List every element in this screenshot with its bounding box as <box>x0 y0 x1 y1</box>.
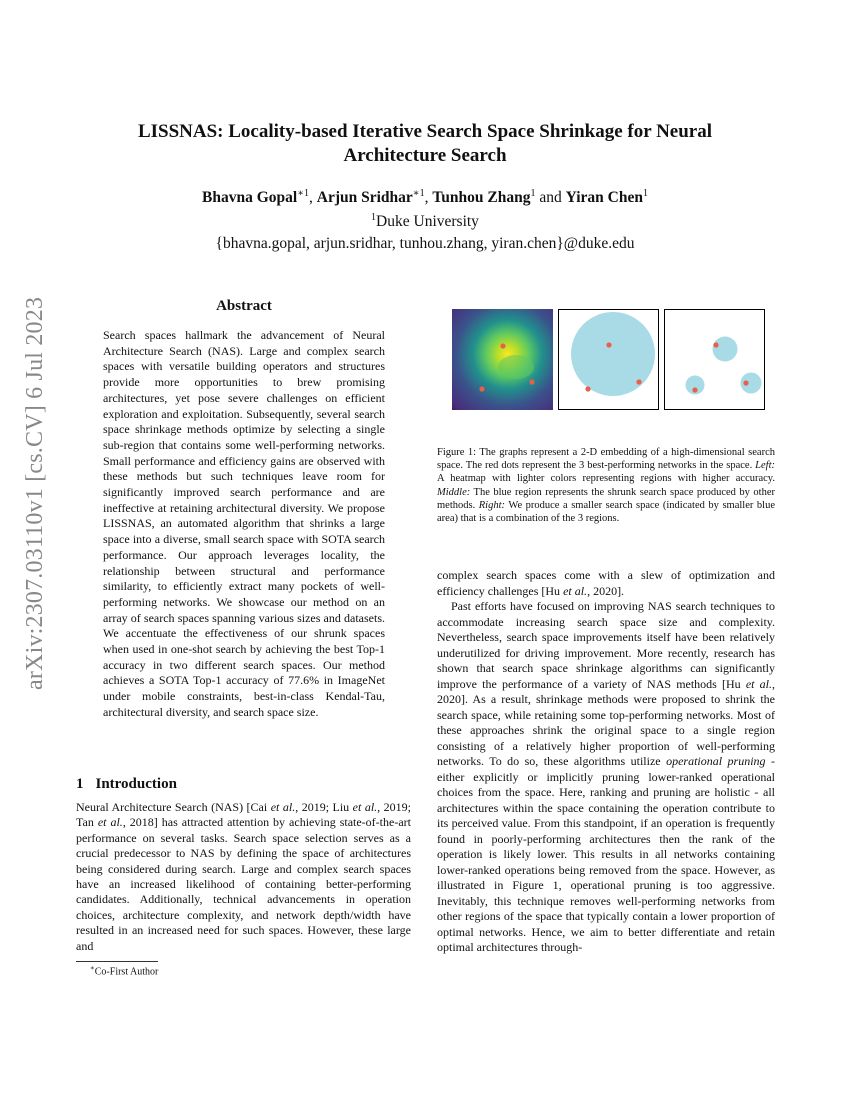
italic-run: et al. <box>352 800 378 814</box>
top-network-dot <box>606 342 611 347</box>
author-mark: 1 <box>530 188 536 199</box>
caption-label: Figure 1: <box>437 447 477 458</box>
text-run: , 2018] has attracted attention by achieving state-of-the-art performance on several tasks. Search space selection serves as a crucial predecessor to NAS by defining the space of architectures being considered during search. Large and complex search spaces have an increased likelihood of containing better-performing candidates. Additionally, technical advancements in operation choices, architecture complexity, and network depth/width have resulted in an increased need for such spaces. However, these large and <box>76 815 411 953</box>
shrunk-region <box>713 337 738 362</box>
heatmap-highlight <box>498 355 534 379</box>
text-run: , 2019; Tan <box>76 800 411 830</box>
italic-run: et al. <box>745 676 772 691</box>
author-name: Tunhou Zhang <box>432 189 531 207</box>
text-run: We produce a smaller search space (indicated by smaller blue area) that is a combination of the 3 regions. <box>437 499 775 525</box>
abstract-heading: Abstract <box>216 298 272 314</box>
paragraph <box>437 599 775 956</box>
author-mark: ∗1 <box>412 188 425 199</box>
text-run: Past efforts have focused on improving NAS search techniques to accommodate increasing search space size and complexity. Nevertheless, search space improvements itself have been relatively underutilized for driving improvement. More recently, research has shown that search space shrinkage algorithms can significantly improve the performance of a variety of NAS methods [Hu <box>437 599 775 691</box>
shrunk-region <box>571 312 655 396</box>
top-network-dot <box>713 342 718 347</box>
section-heading-introduction <box>76 776 189 793</box>
author-mark: ∗1 <box>297 188 310 199</box>
section-title: Introduction <box>95 776 177 792</box>
italic-run: Right: <box>478 499 506 511</box>
author-name: Yiran Chen <box>565 189 643 207</box>
text-run: The blue region represents the shrunk search space produced by other methods. <box>437 486 775 511</box>
author-mark: 1 <box>642 188 648 199</box>
top-network-dot <box>500 343 505 348</box>
footnote-text: Co-First Author <box>94 966 159 978</box>
top-network-dot <box>529 379 534 384</box>
arxiv-identifier: arXiv:2307.03110v1 [cs.CV] 6 Jul 2023 <box>22 296 48 690</box>
italic-run: et al. <box>563 583 588 598</box>
author-name: Arjun Sridhar <box>316 189 413 207</box>
footnote-rule <box>76 961 158 962</box>
right-column-body <box>437 568 775 956</box>
text-run: - either explicitly or implicitly pruning lower-ranked operational choices from the space. Here, ranking and pruning are holistic - all architectures within the space containing the operation contribute to its perceived value. From this standpoint, if an operation is frequently found in poorly-performing architectures then the rank of the operation is likely lower. This results in all networks containing lower-ranked operations being removed from the space. However, as illustrated in Figure 1, operational pruning is too aggressive. Inevitably, this technique removes well-performing networks from other regions of the space that typically contain a lower proportion of optimal networks. Hence, we aim to better differentiate and retain optimal architectures through- <box>437 754 775 954</box>
text-run: complex search spaces come with a slew of optimization and efficiency challenges [Hu <box>437 568 775 598</box>
italic-run: Middle: <box>437 486 471 498</box>
introduction-paragraph <box>76 800 411 954</box>
text-run: Neural Architecture Search (NAS) [Cai <box>76 800 271 814</box>
affiliation-name: Duke University <box>376 213 479 231</box>
abstract-text: Search spaces hallmark the advancement of Neural Architecture Search (NAS). Large and complex search spaces with versatile building operators and structures provide more opportunities to brew promising architectures, yet pose severe challenges on efficient exploration and exploitation. Subsequently, several search space shrinkage methods optimize by selecting a single sub-region that contains some well-performing networks. Small performance and efficiency gains are observed with these methods but such techniques leave room for significantly improved search performance and are ineffective at retaining architectural diversity. We propose LISSNAS, an automated algorithm that shrinks a large space into a diverse, small search space with SOTA search performance. Our approach leverages locality, the relationship between structural and performance similarity, to efficiently extract many pockets of well-performing networks. We showcase our method on an array of search spaces spanning various sizes and datasets. We accentuate the effectiveness of our shrunk spaces when used in one-shot search by achieving the best Top-1 accuracy in two different search spaces. Our method achieves a SOTA Top-1 accuracy of 77.6% in ImageNet under mobile constraints, best-in-class Kendal-Tau, architectural diversity, and search space size. <box>103 328 385 719</box>
affiliation <box>100 212 750 231</box>
author-separator: , <box>424 189 429 207</box>
text-run: , 2020]. As a result, shrinkage methods were proposed to shrink the search space, while retaining some top-performing networks. Most of these approaches shrink the original space to a single region consisting of a relatively higher proportion of well-performing networks. To do so, these algorithms utilize <box>437 676 775 768</box>
italic-run: operational pruning <box>666 754 766 768</box>
italic-run: et al. <box>97 815 123 830</box>
paragraph <box>437 568 775 599</box>
figure-multi-region-panel <box>664 309 765 410</box>
section-number: 1 <box>76 776 84 792</box>
paper-title: LISSNAS: Locality-based Iterative Search Space Shrinkage for Neural Architecture Search <box>137 121 713 166</box>
author-separator: , <box>309 189 313 207</box>
author-list <box>100 188 750 207</box>
footnote <box>90 964 158 977</box>
top-network-dot <box>585 386 590 391</box>
top-network-dot <box>479 386 484 391</box>
text-run: , 2020]. <box>587 583 625 598</box>
figure-single-region-panel <box>558 309 659 410</box>
text-run: The graphs represent a 2-D embedding of a high-dimensional search space. The red dots represent the 3 best-performing networks in the space. <box>437 447 775 472</box>
footnote-mark: ∗ <box>90 964 95 972</box>
author-name: Bhavna Gopal <box>202 189 298 207</box>
author-conjunction: and <box>539 189 562 207</box>
italic-run: et al. <box>270 800 296 814</box>
affiliation-mark: 1 <box>371 212 377 223</box>
author-emails: {bhavna.gopal, arjun.sridhar, tunhou.zhang, yiran.chen}@duke.edu <box>215 235 635 252</box>
top-network-dot <box>743 380 748 385</box>
figure-caption <box>437 446 775 525</box>
text-run: , 2019; Liu <box>295 800 353 814</box>
top-network-dot <box>636 379 641 384</box>
italic-run: Left: <box>755 460 775 472</box>
text-run: A heatmap with lighter colors representing regions with higher accuracy. <box>437 473 775 485</box>
top-network-dot <box>692 387 697 392</box>
figure-heatmap-panel <box>452 309 553 410</box>
